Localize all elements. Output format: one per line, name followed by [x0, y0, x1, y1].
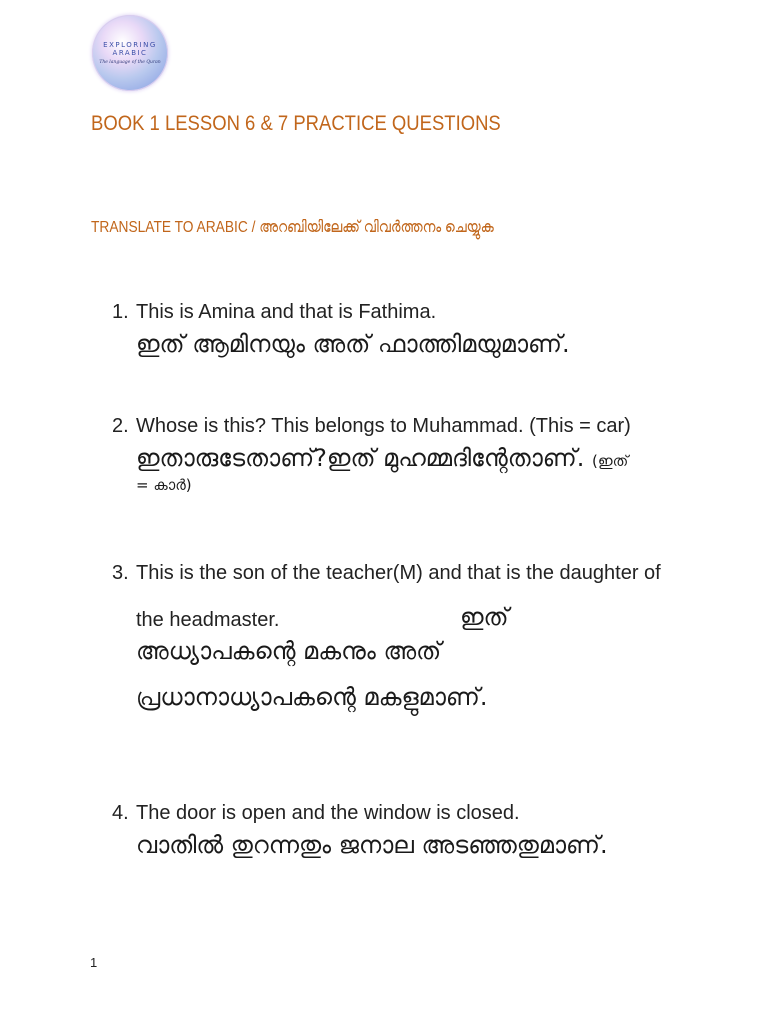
instruction-heading: TRANSLATE TO ARABIC / അറബിയിലേക്ക് വിവർത്തനം ചെയ്യുക: [91, 219, 494, 236]
question-english: This is the son of the teacher(M) and that is the daughter of: [136, 562, 661, 584]
question-2: [112, 414, 762, 494]
question-1: [112, 300, 762, 358]
question-note: (ഇത്: [592, 452, 629, 470]
logo-tagline: The language of the Quran: [99, 60, 161, 65]
question-4: [112, 801, 762, 859]
question-malayalam: ഇതാരുടേതാണ്?ഇത് മുഹമ്മദിന്റേതാണ്.: [136, 444, 585, 472]
logo: [92, 15, 168, 91]
question-number: 4.: [112, 802, 129, 824]
logo-line-1: EXPLORING: [103, 41, 157, 49]
question-malayalam: ഇത് ആമിനയും അത് ഫാത്തിമയുമാണ്.: [136, 330, 570, 358]
page-number: 1: [90, 955, 98, 970]
question-note-continued: = കാർ): [136, 476, 192, 494]
question-number: 1.: [112, 301, 129, 323]
question-english: Whose is this? This belongs to Muhammad. (This = car): [136, 415, 631, 437]
question-malayalam-line-3: പ്രധാനാധ്യാപകന്റെ മകളുമാണ്.: [136, 683, 488, 711]
question-malayalam-line-2: അധ്യാപകന്റെ മകനും അത്: [136, 637, 442, 665]
question-english-continued: the headmaster.: [136, 609, 280, 631]
page-title: BOOK 1 LESSON 6 & 7 PRACTICE QUESTIONS: [91, 112, 501, 135]
question-english: This is Amina and that is Fathima.: [136, 301, 437, 323]
question-number: 2.: [112, 415, 129, 437]
logo-line-2: ARABIC: [112, 49, 148, 57]
question-english: The door is open and the window is closed.: [136, 802, 520, 824]
question-3: [112, 561, 762, 711]
question-malayalam: വാതിൽ തുറന്നതും ജനാല അടഞ്ഞതുമാണ്.: [136, 831, 608, 859]
question-malayalam: ഇത്: [460, 603, 509, 631]
question-number: 3.: [112, 562, 129, 584]
